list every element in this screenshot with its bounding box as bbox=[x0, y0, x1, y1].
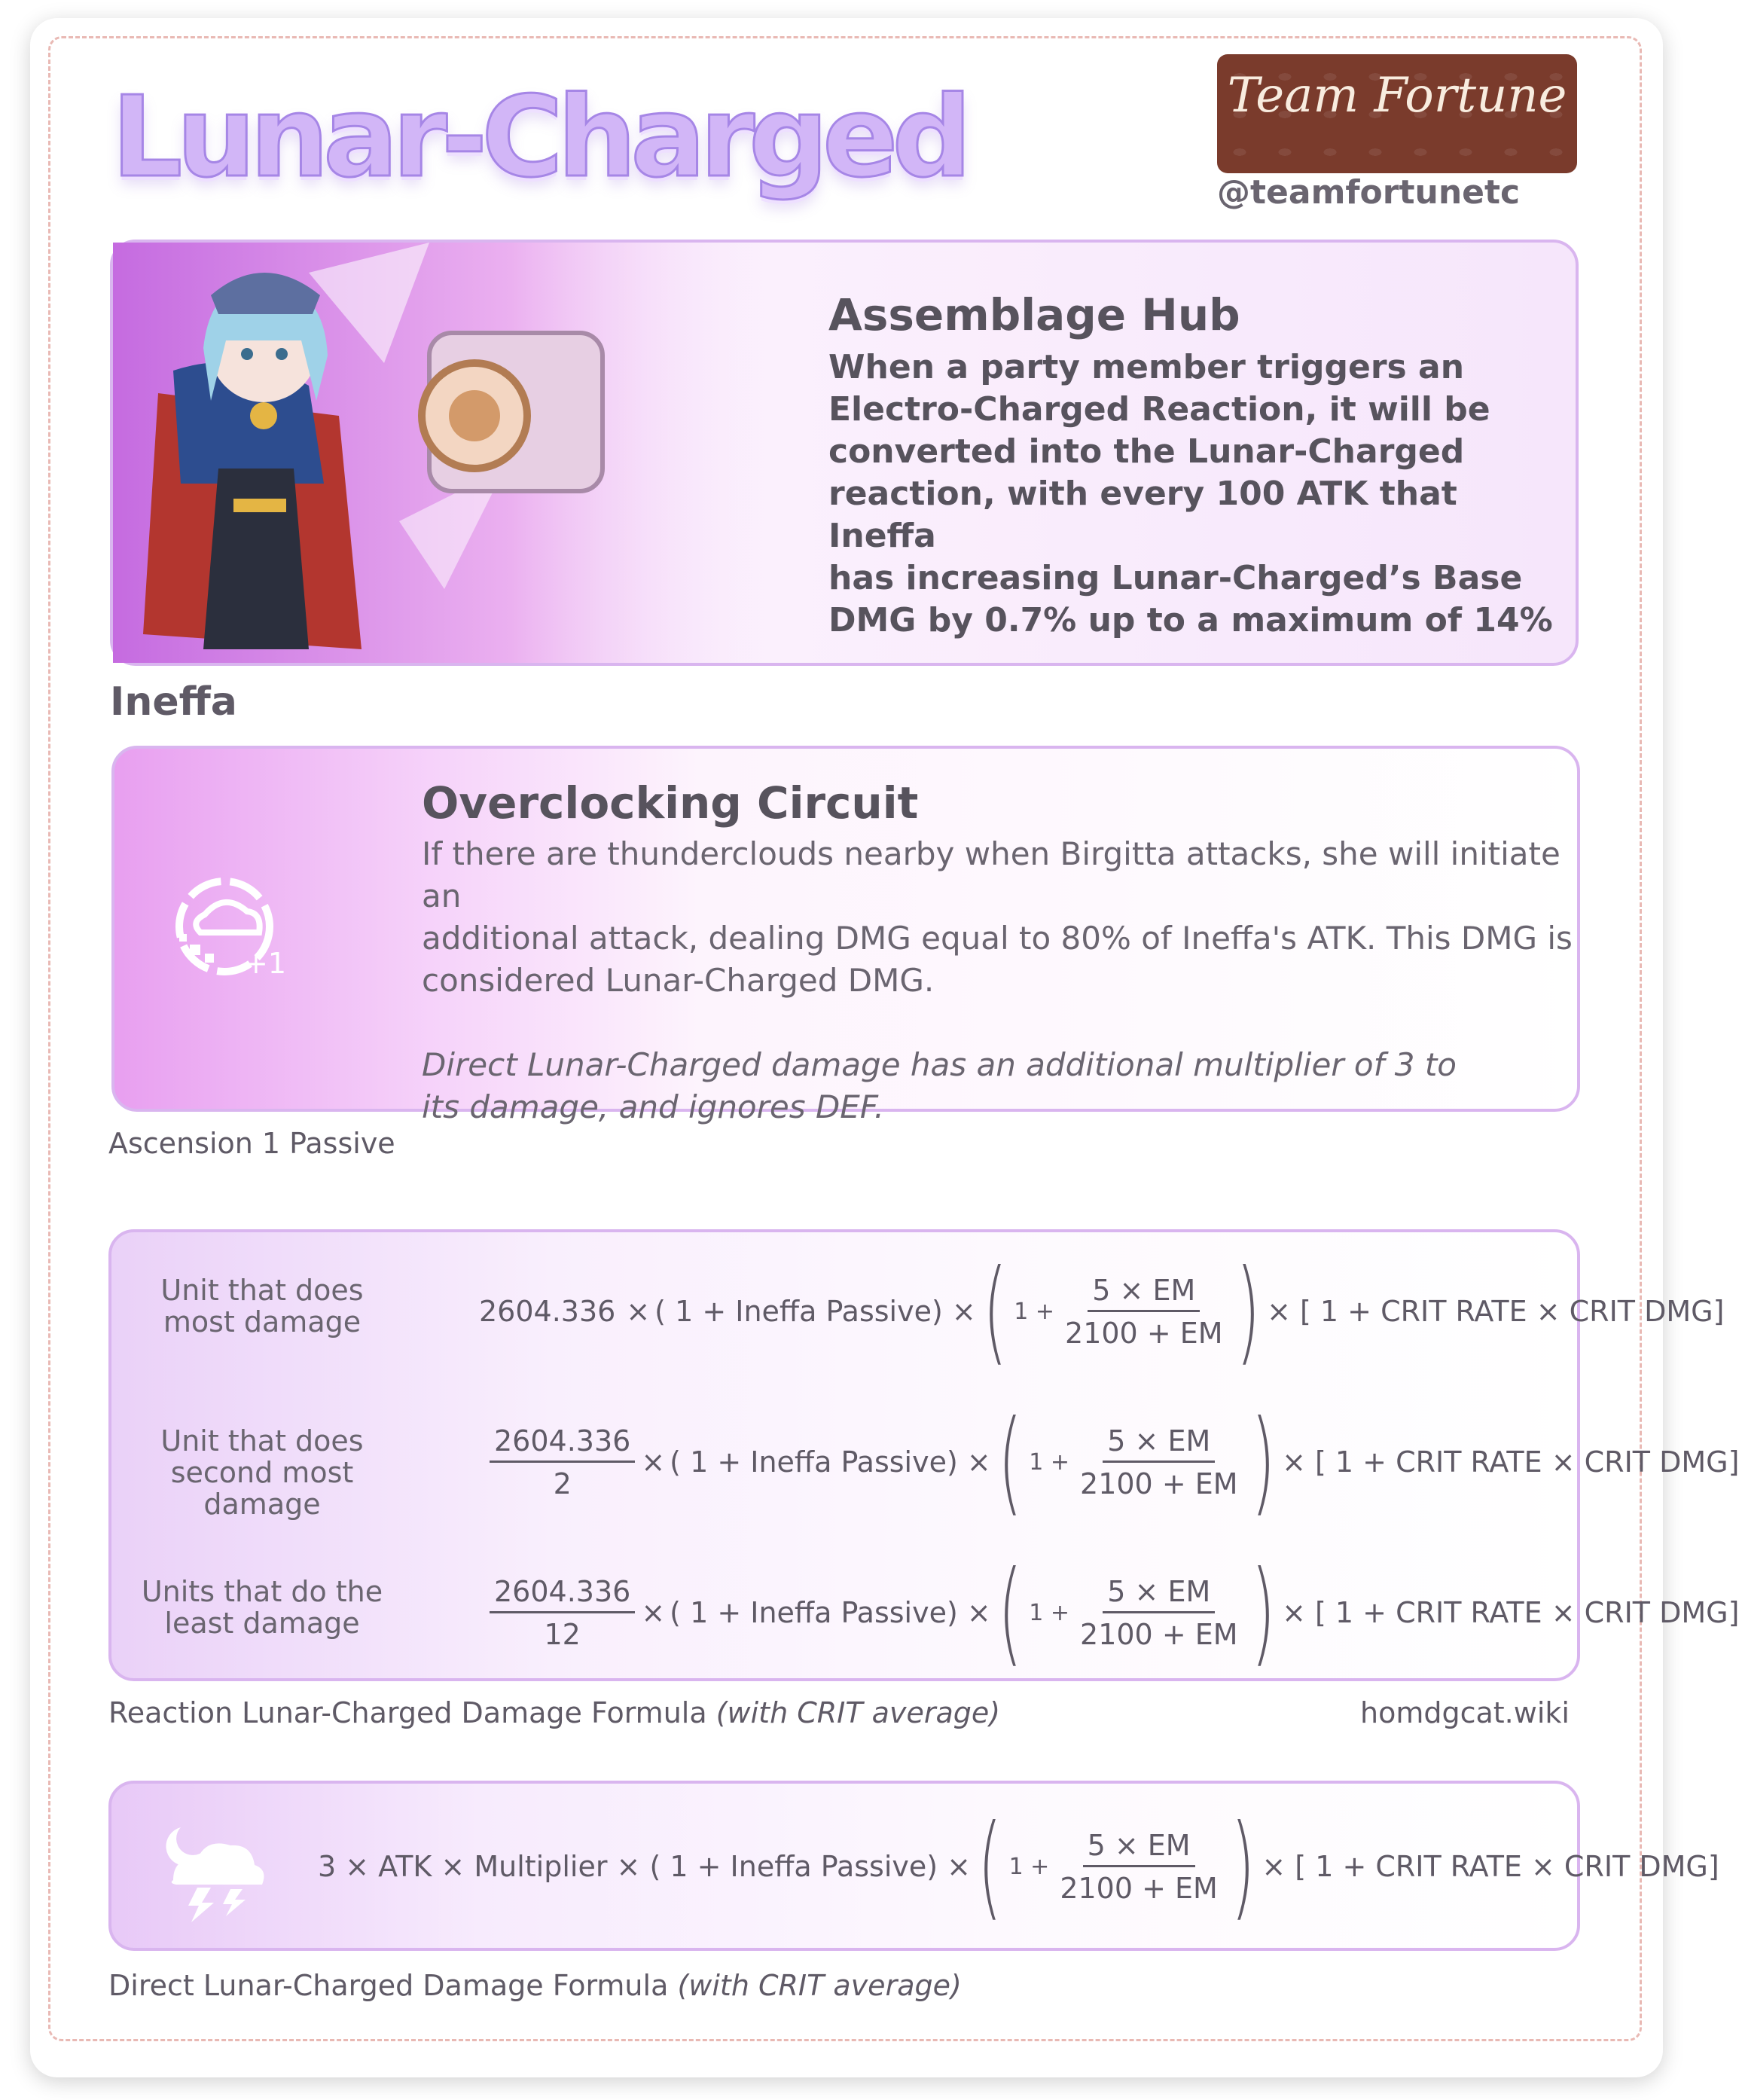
source-credit: homdgcat.wiki bbox=[1360, 1696, 1570, 1729]
desc-line: When a party member triggers an bbox=[828, 348, 1465, 386]
left-paren: ( bbox=[997, 1547, 1023, 1678]
formula-row-most-damage bbox=[111, 1246, 1725, 1383]
em-numerator: 5 × EM bbox=[1103, 1424, 1215, 1463]
social-handle: @teamfortunetc bbox=[1217, 173, 1521, 212]
crit-term: × [ 1 + CRIT RATE × CRIT DMG] bbox=[1282, 1596, 1739, 1629]
crit-term: × [ 1 + CRIT RATE × CRIT DMG] bbox=[1282, 1445, 1739, 1479]
left-paren: ( bbox=[982, 1246, 1008, 1377]
desc-line: DMG by 0.7% up to a maximum of 14% bbox=[828, 601, 1553, 639]
em-fraction bbox=[1060, 1829, 1218, 1905]
direct-damage-note bbox=[422, 1044, 1577, 1128]
caption-italic: (with CRIT average) bbox=[677, 1969, 962, 2002]
times-sign: × bbox=[641, 1596, 666, 1629]
label-line: least damage bbox=[164, 1607, 360, 1640]
desc-line: If there are thunderclouds nearby when Birgitta attacks, she will initiate an bbox=[422, 835, 1561, 914]
right-paren: ) bbox=[1235, 1246, 1260, 1377]
formula-row-second-damage bbox=[111, 1396, 1739, 1534]
em-numerator: 5 × EM bbox=[1103, 1575, 1215, 1613]
label-line: Unit that does bbox=[160, 1274, 364, 1307]
row-label bbox=[127, 1274, 398, 1338]
em-denominator: 2100 + EM bbox=[1080, 1467, 1238, 1500]
times-sign: × bbox=[641, 1445, 666, 1479]
team-fortune-logo bbox=[1217, 54, 1577, 173]
em-denominator: 2100 + EM bbox=[1060, 1871, 1218, 1905]
passive-term: ( 1 + Ineffa Passive) × bbox=[670, 1596, 991, 1629]
desc-line: reaction, with every 100 ATK that Ineffa bbox=[828, 475, 1457, 555]
label-line: Units that do the bbox=[141, 1575, 383, 1608]
one-plus: 1 + bbox=[1029, 1599, 1070, 1626]
direct-formula-expression bbox=[318, 1801, 1719, 1932]
lunar-cloud-icon bbox=[158, 1811, 271, 1924]
logo-wordmark: Team Fortune bbox=[1227, 68, 1567, 124]
page-title: Lunar-Charged bbox=[111, 72, 966, 202]
desc-line: Electro-Charged Reaction, it will be bbox=[828, 390, 1490, 429]
passive-caption: Ascension 1 Passive bbox=[108, 1127, 395, 1160]
em-numerator: 5 × EM bbox=[1083, 1829, 1195, 1867]
left-paren: ( bbox=[978, 1801, 1002, 1932]
base-fraction bbox=[490, 1424, 635, 1500]
base-divisor: 2 bbox=[553, 1467, 572, 1500]
passive-description bbox=[422, 833, 1577, 1002]
direct-formula-caption bbox=[108, 1969, 962, 2002]
row-label bbox=[127, 1576, 398, 1639]
talent-title: Assemblage Hub bbox=[828, 289, 1240, 340]
base-divisor: 12 bbox=[544, 1617, 581, 1651]
em-fraction bbox=[1080, 1424, 1238, 1500]
formula-expression bbox=[484, 1396, 1739, 1528]
caption-italic: (with CRIT average) bbox=[715, 1696, 1001, 1729]
right-paren: ) bbox=[1250, 1396, 1275, 1528]
caption-text: Reaction Lunar-Charged Damage Formula bbox=[108, 1696, 707, 1729]
crit-term: × [ 1 + CRIT RATE × CRIT DMG] bbox=[1262, 1850, 1719, 1883]
talent-description bbox=[828, 346, 1576, 642]
desc-line: additional attack, dealing DMG equal to 80% of Ineffa's ATK. This DMG is bbox=[422, 920, 1573, 957]
base-value: 2604.336 bbox=[490, 1575, 635, 1613]
icon-badge: +1 bbox=[244, 947, 287, 980]
character-name: Ineffa bbox=[110, 679, 237, 725]
right-paren: ) bbox=[1231, 1801, 1255, 1932]
base-value: 2604.336 bbox=[490, 1424, 635, 1463]
desc-line: considered Lunar-Charged DMG. bbox=[422, 962, 935, 999]
label-line: second most damage bbox=[170, 1456, 354, 1521]
formula-expression bbox=[484, 1547, 1739, 1678]
passive-talent-icon bbox=[160, 869, 295, 990]
desc-line: has increasing Lunar-Charged’s Base bbox=[828, 559, 1523, 597]
formula-expression bbox=[479, 1246, 1725, 1377]
reaction-formula-card bbox=[108, 1229, 1739, 1681]
passive-title: Overclocking Circuit bbox=[422, 777, 919, 829]
passive-term: ( 1 + Ineffa Passive) × bbox=[670, 1445, 991, 1479]
formula-row-least-damage bbox=[111, 1547, 1739, 1684]
label-line: most damage bbox=[163, 1305, 362, 1338]
em-denominator: 2100 + EM bbox=[1080, 1617, 1238, 1651]
caption-text: Direct Lunar-Charged Damage Formula bbox=[108, 1969, 669, 2002]
label-line: Unit that does bbox=[160, 1424, 364, 1457]
one-plus: 1 + bbox=[1008, 1853, 1050, 1880]
note-line: its damage, and ignores DEF. bbox=[422, 1088, 884, 1125]
reaction-formula-caption bbox=[108, 1696, 1000, 1729]
crit-term: × [ 1 + CRIT RATE × CRIT DMG] bbox=[1267, 1295, 1725, 1328]
em-fraction bbox=[1080, 1575, 1238, 1651]
right-paren: ) bbox=[1250, 1547, 1275, 1678]
desc-line: converted into the Lunar-Charged bbox=[828, 432, 1465, 471]
left-paren: ( bbox=[997, 1396, 1023, 1528]
note-line: Direct Lunar-Charged damage has an additional multiplier of 3 to bbox=[422, 1046, 1457, 1083]
direct-formula-card bbox=[108, 1781, 1719, 1951]
one-plus: 1 + bbox=[1014, 1298, 1055, 1325]
ineffa-character-art bbox=[113, 243, 776, 663]
passive-term: ( 1 + Ineffa Passive) × bbox=[654, 1295, 976, 1328]
one-plus: 1 + bbox=[1029, 1448, 1070, 1476]
overclocking-circuit-card bbox=[111, 746, 1580, 1125]
assemblage-hub-card bbox=[110, 240, 1579, 666]
times-sign: × bbox=[626, 1295, 651, 1328]
direct-lead-term: 3 × ATK × Multiplier × ( 1 + Ineffa Passive) × bbox=[318, 1850, 972, 1883]
base-value: 2604.336 bbox=[479, 1295, 616, 1328]
base-fraction bbox=[490, 1575, 635, 1651]
em-numerator: 5 × EM bbox=[1088, 1274, 1200, 1312]
row-label bbox=[127, 1425, 398, 1520]
em-fraction bbox=[1065, 1274, 1223, 1350]
em-denominator: 2100 + EM bbox=[1065, 1316, 1223, 1350]
